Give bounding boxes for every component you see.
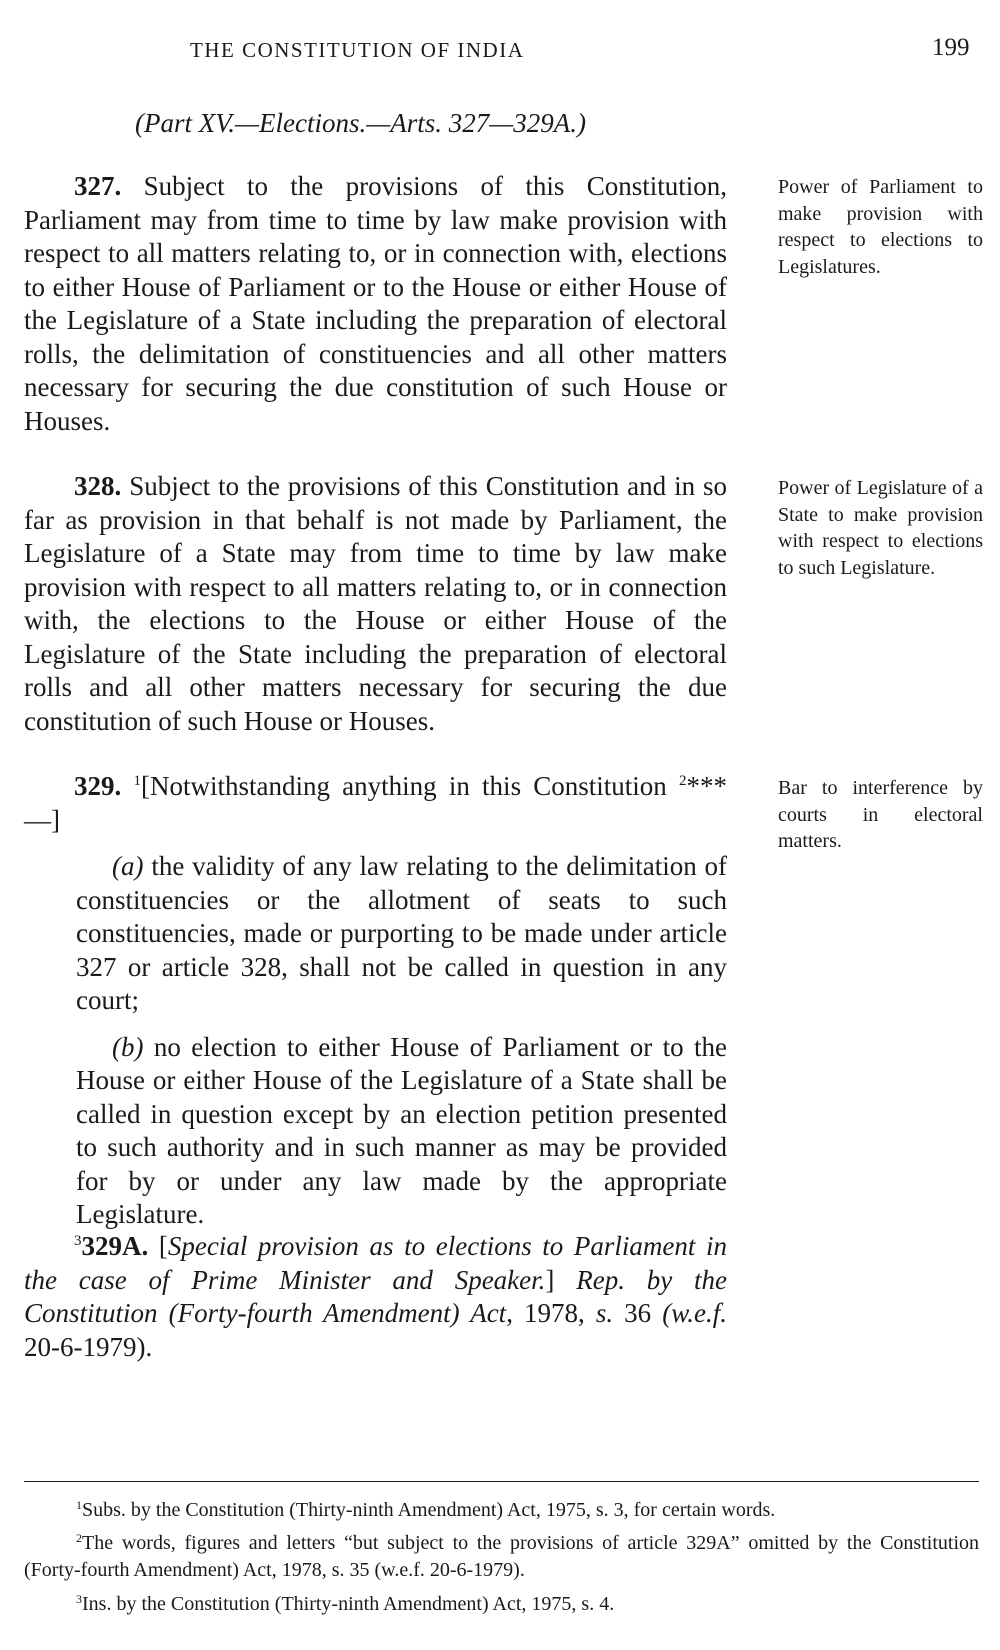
clause-text: no election to either House of Parliament or to the House or either House of the Legislature of a State shall be called in question except by an election petition presented to such authority and in such manner as may be provided for by or under any law made by the appropriate Legislature. <box>76 1031 728 1229</box>
footnote-ref-1: 1 <box>133 773 141 789</box>
repeal-date: 20-6-1979). <box>24 1331 153 1362</box>
article-328 <box>24 470 727 738</box>
footnote-mark: 3 <box>76 1592 82 1606</box>
footnote-3 <box>24 1591 979 1618</box>
article-number: 327. <box>74 171 122 201</box>
repeal-note: Rep. by the Constitution (Forty-fourth Amendment) Act <box>24 1264 728 1328</box>
article-text: Subject to the provisions of this Constitution, Parliament may from time to time by law make provision with respect to all matters relating to, or in connection with, elections to either House of Parliament or to the House or either House of the Legislature of a State including the preparation of electoral rolls, the delimitation of constituencies and all other matters necessary for securing the due constitution of such House or Houses. <box>24 171 727 436</box>
part-heading: (Part XV.—Elections.—Arts. 327—329A.) <box>135 108 586 138</box>
marginal-note-327: Power of Parliament to make provision with respect to elections to Legislatures. <box>778 176 983 278</box>
footnote-1 <box>24 1497 979 1524</box>
footnote-ref-3: 3 <box>74 1233 82 1249</box>
repeal-section: s. <box>595 1298 614 1328</box>
article-329A <box>24 1230 727 1364</box>
article-heading: Special provision as to elections to Parliament in the case of Prime Minister and Speaker. <box>24 1231 728 1295</box>
marginal-note-328: Power of Legislature of a State to make provision with respect to elections to such Legislature. <box>778 477 983 579</box>
repeal-section-number: 36 <box>613 1298 663 1328</box>
footnote-mark: 1 <box>76 1498 82 1512</box>
footnote-divider <box>24 1481 979 1482</box>
footnote-2 <box>24 1530 979 1584</box>
clause-label: (a) <box>112 851 144 881</box>
marginal-note-329: Bar to interference by courts in electoral matters. <box>778 777 983 852</box>
footnote-ref-2: 2 <box>679 773 687 789</box>
repeal-wef: (w.e.f. <box>662 1298 727 1328</box>
article-number: 329A. <box>81 1231 149 1261</box>
footnote-text: Subs. by the Constitution (Thirty-ninth Amendment) Act, 1975, s. 3, for certain words. <box>82 1499 776 1521</box>
article-opening: [Notwithstanding anything in this Constitution <box>140 771 667 801</box>
footnote-text: The words, figures and letters “but subject to the provisions of article 329A” omitted by the Constitution (Forty-fourth Amendment) Act, 1978, s. 35 (w.e.f. 20-6-1979). <box>24 1532 979 1581</box>
footnote-mark: 2 <box>76 1531 82 1545</box>
clause-text: the validity of any law relating to the delimitation of constituencies or the allotment of seats to such constituencies, made or purporting to be made under article 327 or article 328, shall not be called in question in any court; <box>76 851 728 1015</box>
article-number: 328. <box>74 471 122 501</box>
clause-a <box>76 850 727 1018</box>
bracket-close: ] <box>545 1264 555 1295</box>
running-title: THE CONSTITUTION OF INDIA <box>190 38 525 62</box>
article-329 <box>24 770 727 1232</box>
repeal-year: , 1978, <box>506 1298 596 1328</box>
clause-b <box>76 1031 727 1232</box>
article-number: 329. <box>74 771 122 801</box>
omission-mark: ***—] <box>24 771 728 835</box>
article-text: Subject to the provisions of this Constitution and in so far as provision in that behalf is not made by Parliament, the Legislature of a State may from time to time by law make provision with respect to all matters relating to, or in connection with, the elections to the House or either House of the Legislature of the State including the preparation of electoral rolls and all other matters necessary for securing the due constitution of such House or Houses. <box>24 471 728 736</box>
article-327 <box>24 170 727 438</box>
page-number: 199 <box>932 34 970 61</box>
bracket-open: [ <box>158 1231 168 1261</box>
footnote-text: Ins. by the Constitution (Thirty-ninth Amendment) Act, 1975, s. 4. <box>82 1593 615 1615</box>
clause-label: (b) <box>112 1031 144 1062</box>
